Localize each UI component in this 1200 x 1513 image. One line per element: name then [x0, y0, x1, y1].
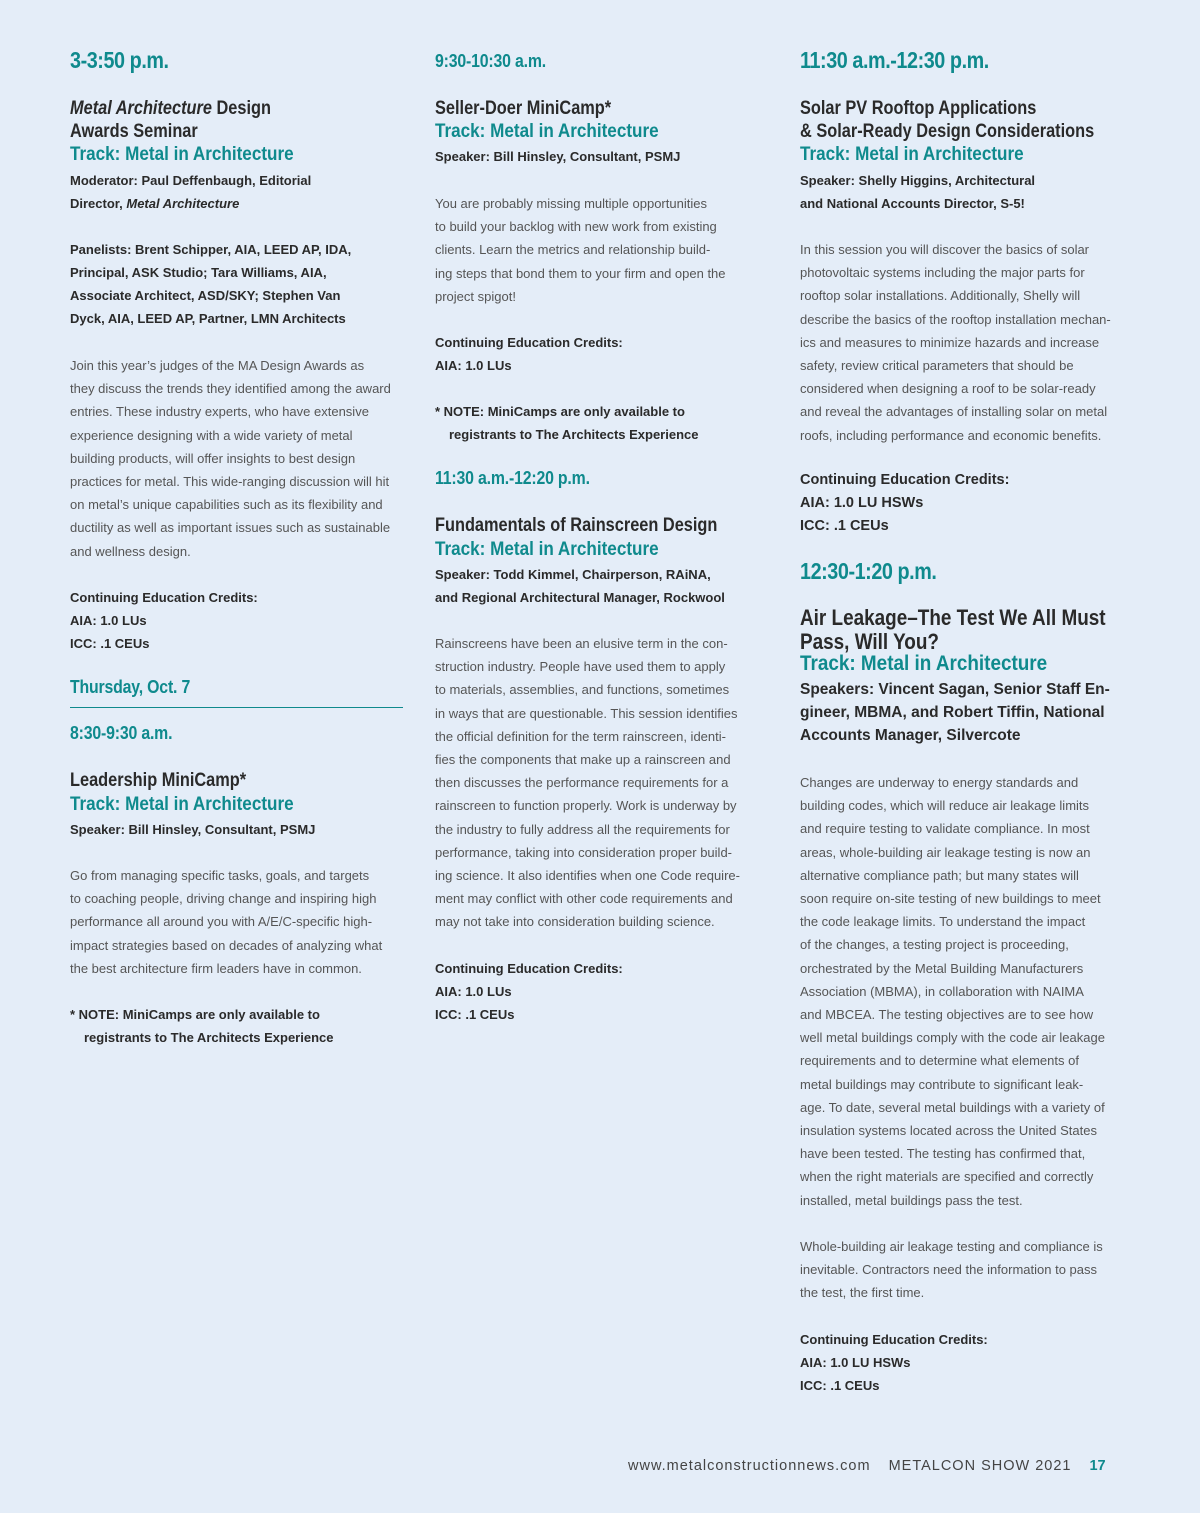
minicamp-note: * NOTE: MiniCamps are only available to registrants to The Architects Experience [435, 404, 699, 443]
session-time: 12:30-1:20 p.m. [800, 558, 937, 584]
credits-block: Continuing Education Credits: AIA: 1.0 LUs [435, 335, 623, 374]
session-time: 3-3:50 p.m. [70, 47, 169, 73]
session-description: Changes are underway to energy standards and building codes, which will reduce air leakage limits and require testing to validate compliance. In most areas, whole-building air leakage testing is now an alternative compliance path; but many states will soon require on-site testing of new buildings to meet the code leakage limits. To understand the impact of the changes, a testing project is proceeding, orchestrated by the Metal Building Manufacturers Association (MBMA), in collaboration with NAIMA and MBCEA. The testing objectives are to see how well metal buildings comply with the code air leakage requirements and to determine what elements of metal buildings may contribute to significant leak- age. To date, several metal buildings with a variety of insulation systems located across the United States have been tested. The testing has confirmed that, when the right materials are specified and correctly installed, metal buildings pass the test. [800, 775, 1105, 1208]
session-description-closing: Whole-building air leakage testing and compliance is inevitable. Contractors need the information to pass the test, the first time. [800, 1239, 1103, 1301]
session-time: 9:30-10:30 a.m. [435, 51, 546, 71]
session-time: 8:30-9:30 a.m. [70, 723, 173, 743]
footer-show-name: METALCON SHOW 2021 [888, 1458, 1072, 1474]
speaker-text: Speaker: Shelly Higgins, Architectural and National Accounts Director, S-5! [800, 173, 1036, 211]
speaker-text: Speakers: Vincent Sagan, Senior Staff En- gineer, MBMA, and Robert Tiffin, National Accounts Manager, Silvercote [800, 681, 1110, 744]
speaker-text: Speaker: Todd Kimmel, Chairperson, RAiNA, and Regional Architectural Manager, Rockwool [435, 567, 725, 605]
day-divider [70, 707, 403, 708]
session-time: 11:30 a.m.-12:20 p.m. [435, 468, 590, 488]
session-description: Go from managing specific tasks, goals, and targets to coaching people, driving change and inspiring high performance all around you with A/E/C-specific high- impact strategies based on decades of analyzing what the best architecture firm leaders have in common. [70, 868, 383, 976]
session-description: You are probably missing multiple opportunities to build your backlog with new work from existing clients. Learn the metrics and relationship build- ing steps that bond them to your firm and open the project spigot! [435, 196, 726, 304]
session-title-line2: & Solar-Ready Design Considerations [800, 121, 1095, 142]
panelists-text: Panelists: Brent Schipper, AIA, LEED AP, IDA, Principal, ASK Studio; Tara Williams, AIA, Associate Architect, ASD/SKY; Stephen Van Dyck, AIA, LEED AP, Partner, LMN Architects [70, 242, 352, 326]
session-title: Air Leakage–The Test We All Must [800, 605, 1106, 630]
speaker-text: Speaker: Bill Hinsley, Consultant, PSMJ [435, 149, 681, 164]
session-title: Leadership MiniCamp* [70, 770, 247, 791]
credits-block: Continuing Education Credits: AIA: 1.0 LUs ICC: .1 CEUs [70, 590, 258, 652]
session-track: Track: Metal in Architecture [70, 794, 294, 815]
session-title-line2: Awards Seminar [70, 121, 198, 142]
session-description: In this session you will discover the basics of solar photovoltaic systems including the major parts for rooftop solar installations. Additionally, Shelly will describe the basics of the rooftop installation mechan- ics and measures to minimize hazards and increase safety, review critical parameters that should be considered when designing a roof to be solar-ready and reveal the advantages of installing solar on metal roofs, including performance and economic benefits. [800, 242, 1111, 443]
speaker-text: Speaker: Bill Hinsley, Consultant, PSMJ [70, 822, 316, 837]
footer-url: www.metalconstructionnews.com [628, 1458, 871, 1474]
session-title: Seller-Doer MiniCamp* [435, 98, 612, 119]
moderator-text: Moderator: Paul Deffenbaugh, Editorial [70, 173, 312, 188]
credits-block: Continuing Education Credits: AIA: 1.0 LU HSWs ICC: .1 CEUs [800, 472, 1010, 535]
session-time: 11:30 a.m.-12:30 p.m. [800, 47, 989, 73]
credits-block: Continuing Education Credits: AIA: 1.0 LUs ICC: .1 CEUs [435, 961, 623, 1023]
session-description: Rainscreens have been an elusive term in the con- struction industry. People have used them to apply to materials, assemblies, and functions, sometimes in ways that are questionable. This session identifies the official definition for the term rainscreen, identi- fies the components that make up a rainscreen and then discusses the performance requirements for a rainscreen to function properly. Work is underway by the industry to fully address all the requirements for performance, taking into consideration proper build- ing science. It also identifies when one Code require- ment may conflict with other code requirements and may not take into consideration building science. [435, 636, 740, 930]
session-track: Track: Metal in Architecture [800, 652, 1048, 675]
credits-block: Continuing Education Credits: AIA: 1.0 LU HSWs ICC: .1 CEUs [800, 1332, 988, 1394]
session-track: Track: Metal in Architecture [435, 121, 659, 142]
session-description: Join this year’s judges of the MA Design Awards as they discuss the trends they identified among the award entries. These industry experts, who have extensive experience designing with a wide variety of metal building products, will offer insights to best design practices for metal. This wide-ranging discussion will hit on metal’s unique capabilities such as its flexibility and ductility as well as important issues such as sustainable and wellness design. [70, 358, 391, 559]
moderator-text-line2: Director, Metal Architecture [70, 196, 240, 211]
session-track: Track: Metal in Architecture [435, 539, 659, 560]
session-title-line2: Pass, Will You? [800, 629, 939, 654]
session-track: Track: Metal in Architecture [800, 144, 1024, 165]
session-track: Track: Metal in Architecture [70, 144, 294, 165]
minicamp-note: * NOTE: MiniCamps are only available to registrants to The Architects Experience [70, 1007, 334, 1046]
session-title: Fundamentals of Rainscreen Design [435, 515, 718, 536]
page-number: 17 [1089, 1458, 1106, 1474]
page-footer [628, 1458, 1138, 1478]
session-title: Metal Architecture Design [70, 98, 271, 119]
day-heading: Thursday, Oct. 7 [70, 677, 191, 697]
session-title: Solar PV Rooftop Applications [800, 98, 1037, 119]
